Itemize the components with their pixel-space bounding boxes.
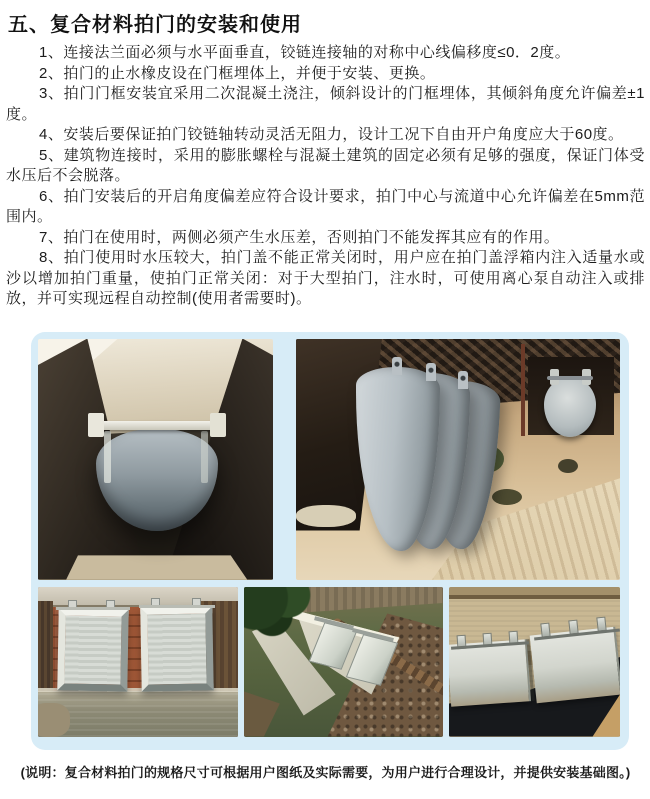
photo3-hinge-rod-right	[139, 605, 215, 608]
photo1-hinge-block-left	[88, 413, 104, 437]
photo1-hinge-block-right	[210, 413, 226, 437]
photo-gallery	[31, 332, 629, 750]
gallery-row-bottom	[38, 587, 621, 737]
instruction-item-1: 1、连接法兰面必须与水平面垂直，铰链连接轴的对称中心线偏移度≤0．2度。	[39, 44, 571, 61]
photo2-shrub	[558, 459, 578, 473]
gallery-row-top	[38, 339, 621, 580]
instruction-list	[6, 43, 645, 310]
photo-row-of-flap-gates-on-concrete-wall	[449, 587, 620, 737]
photo-flap-gate-covers-leaning-outdoors	[296, 339, 620, 580]
photo2-gate-lug	[458, 371, 468, 389]
photo5-hinge-tab	[568, 619, 578, 634]
photo2-gate-lug	[426, 363, 436, 381]
footnote: (说明：复合材料拍门的规格尺寸可根据用户图纸及实际需要，为用户进行合理设计，并提供安装基础图。)	[20, 764, 631, 780]
photo3-hinge-rod-left	[56, 607, 130, 610]
photo-flap-gates-on-canal-outlet	[244, 587, 443, 737]
photo1-bracket-arm-left	[104, 431, 111, 483]
photo5-hinge-tab	[596, 616, 606, 631]
page-title: 五、复合材料拍门的安装和使用	[8, 14, 302, 36]
instruction-item-2: 2、拍门的止水橡皮设在门框埋体上，并便于安装、更换。	[39, 64, 436, 82]
photo3-flap-gate-left	[57, 608, 128, 691]
photo5-top-line	[449, 595, 620, 599]
instruction-item-7: 7、拍门在使用时，两侧必须产生水压差，否则拍门不能发挥其应有的作用。	[39, 228, 560, 246]
photo3-dirt-patch	[38, 703, 70, 737]
instruction-item-5: 5、建筑物连接时，采用的膨胀螺栓与混凝土建筑的固定必须有足够的强度，保证门体受水压后不会脱落。	[6, 146, 645, 184]
photo1-bracket-arm-right	[201, 431, 208, 483]
instruction-item-3: 3、拍门门框安装宜采用二次混凝土浇注，倾斜设计的门框埋体，其倾斜角度允许偏差±1度。	[6, 85, 645, 123]
photo-flap-gate-installed-in-concrete-pit	[38, 339, 273, 580]
instruction-item-8: 8、拍门使用时水压较大，拍门盖不能正常关闭时，用户应在拍门盖浮箱内注入适量水或沙以增加拍门重量，使拍门正常关闭：对于大型拍门，注水时，可使用离心泵自动注入或排放，并可实现远程自动控制(使用者需要时)。	[6, 249, 645, 307]
instruction-item-6: 6、拍门安装后的开启角度偏差应符合设计要求，拍门中心与流道中心允许偏差在5mm范围内。	[6, 187, 645, 225]
photo2-shrub	[492, 489, 522, 505]
photo4-foliage	[244, 587, 328, 637]
photo5-hinge-tab	[540, 622, 550, 637]
photo1-hinge-bar	[93, 421, 221, 430]
photo2-small-flap-gate	[544, 377, 596, 437]
photo-two-flap-gates-on-brick-wall	[38, 587, 238, 737]
photo2-gate-lug	[392, 357, 402, 375]
photo3-flap-gate-right	[140, 606, 213, 691]
photo2-rock-pile	[296, 505, 356, 527]
photo2-small-gate-bar	[547, 376, 593, 380]
instruction-item-4: 4、安装后要保证拍门铰链轴转动灵活无阻力，设计工况下自由开户角度应大于60度。	[39, 126, 624, 143]
photo5-top-strip	[449, 587, 620, 595]
photo2-post	[521, 344, 525, 436]
